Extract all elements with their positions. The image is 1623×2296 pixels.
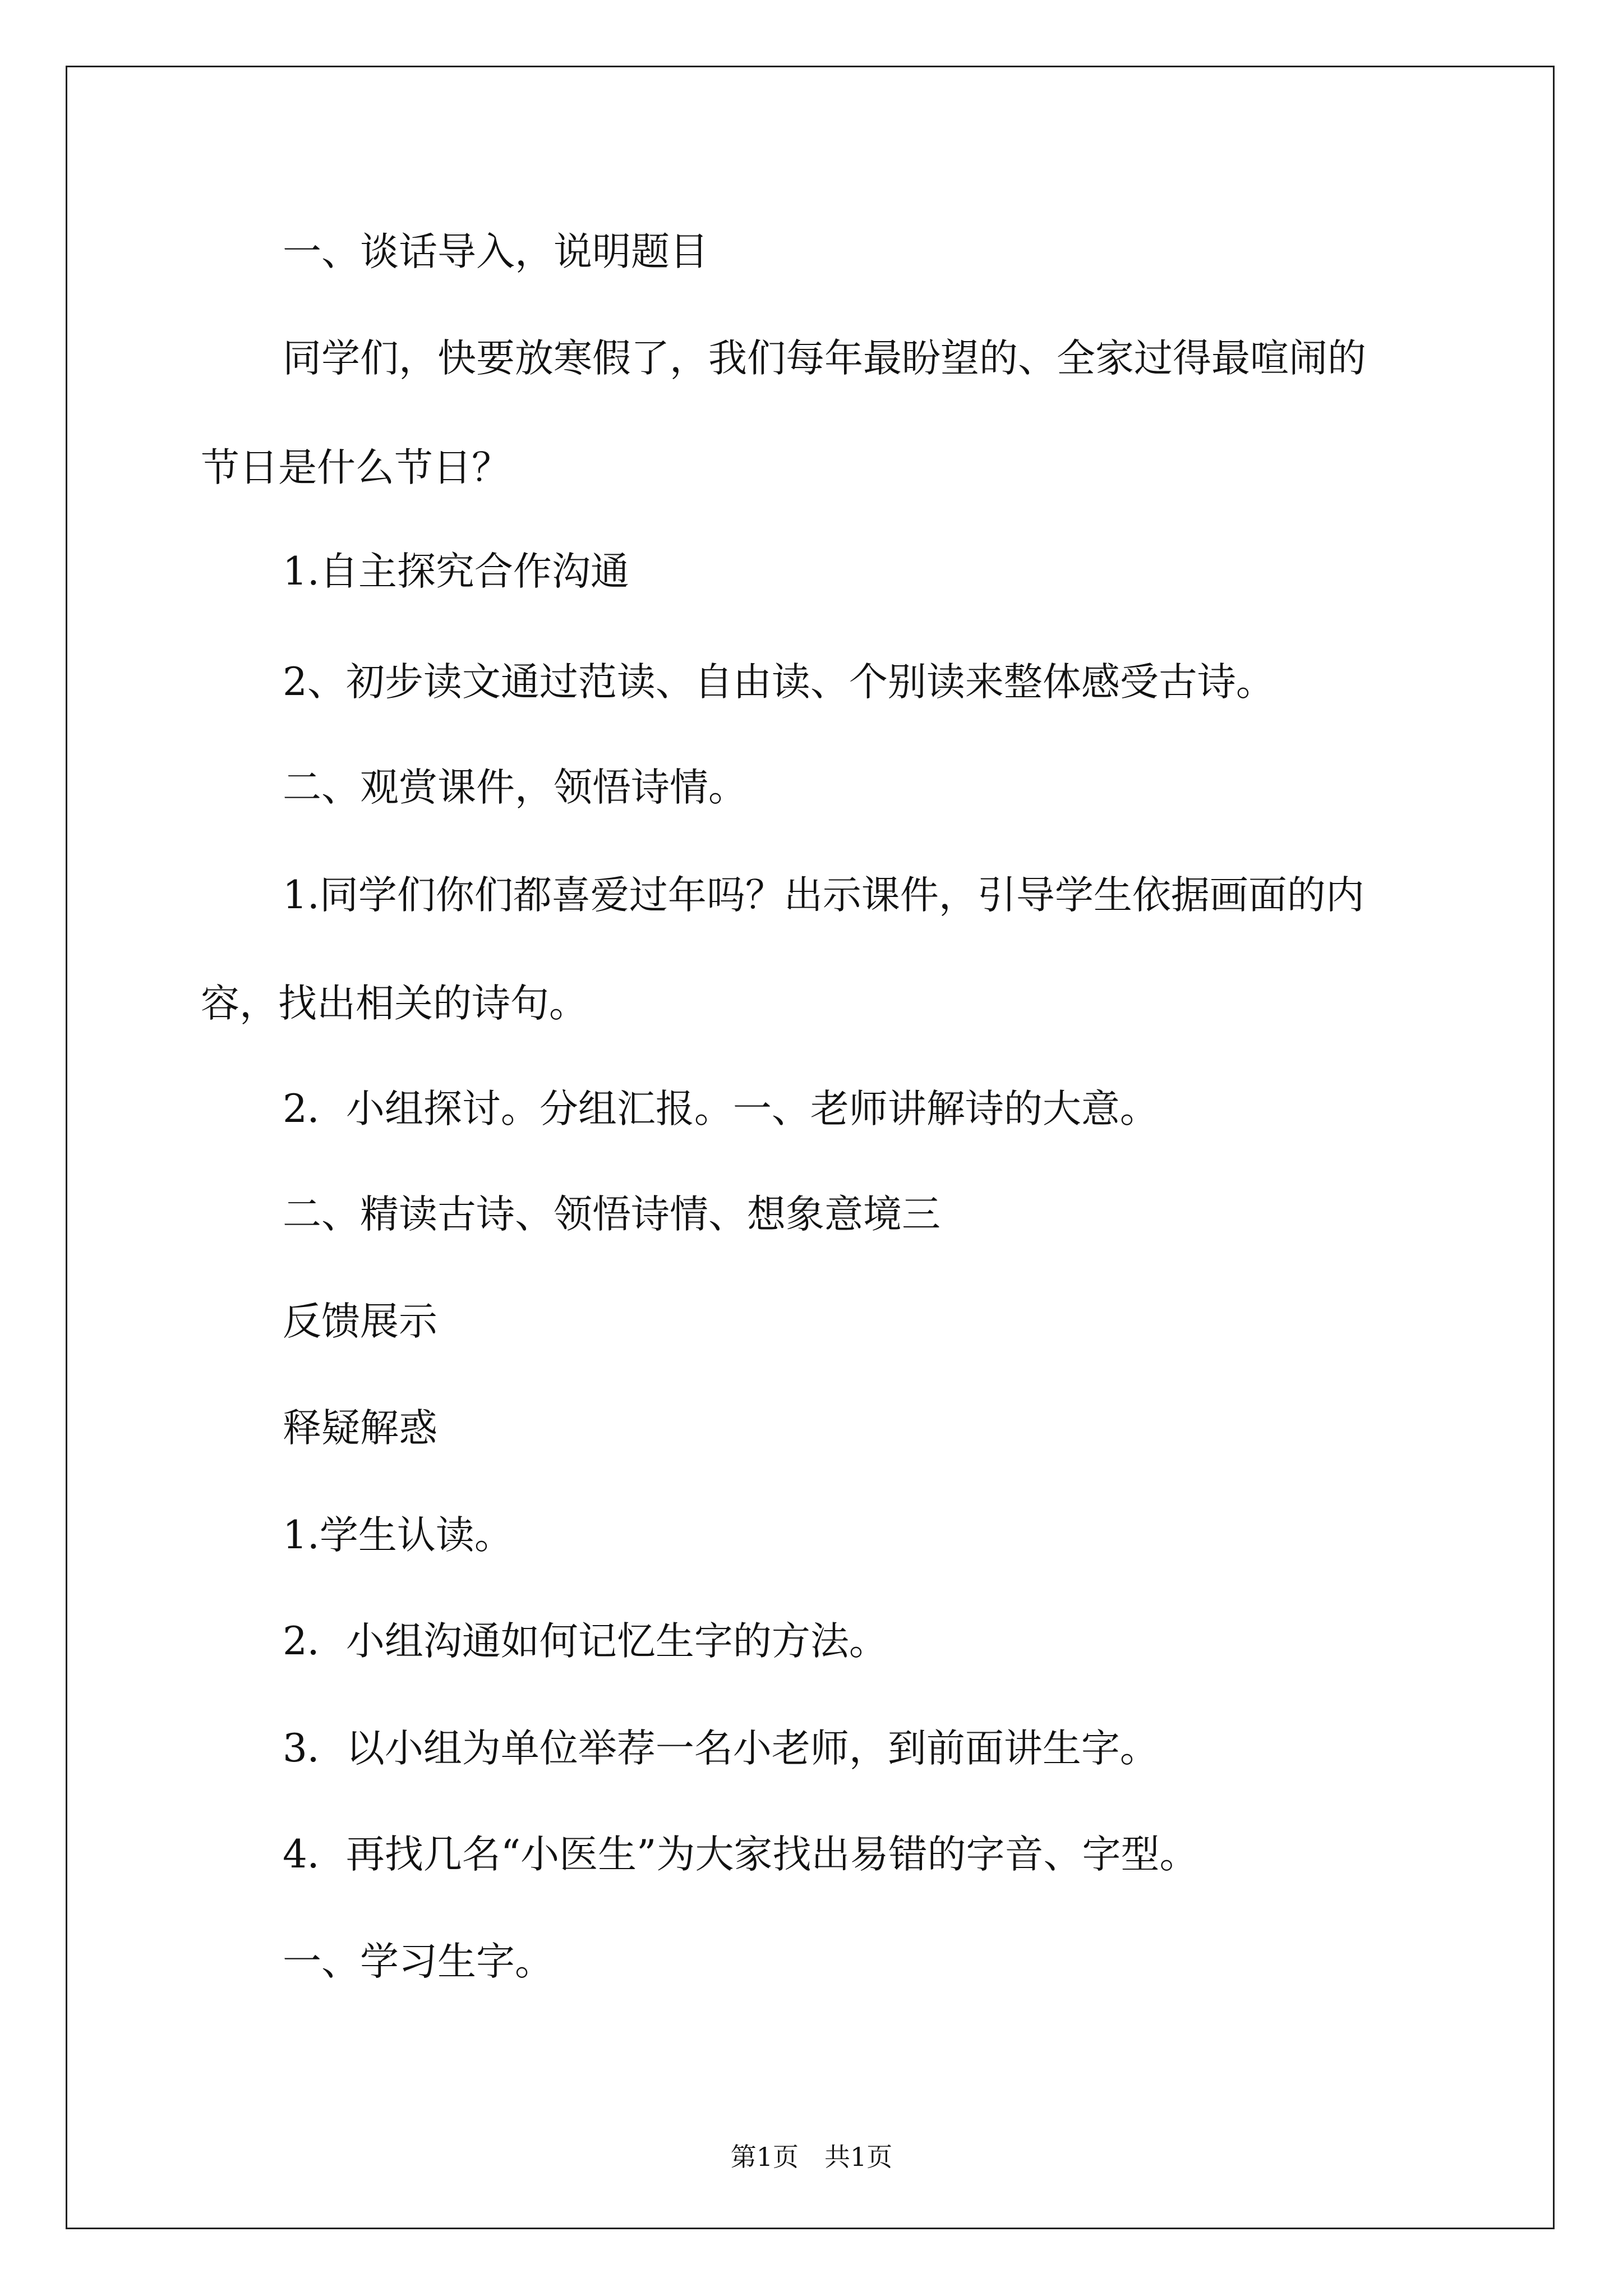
page-border: [66, 66, 1555, 2229]
page-footer: 第1页 共1页: [730, 2142, 893, 2172]
paragraph: 1.同学们你们都喜爱过年吗？出示课件，引导学生依据画面的内: [283, 873, 1364, 918]
paragraph: 二、精读古诗、领悟诗情、想象意境三: [283, 1192, 940, 1237]
paragraph: 同学们，快要放寒假了，我们每年最盼望的、全家过得最喧闹的: [283, 336, 1366, 381]
paragraph: 一、谈话导入，说明题目: [283, 229, 708, 274]
paragraph: 2．小组沟通如何记忆生字的方法。: [283, 1619, 888, 1664]
paragraph: 1.学生认读。: [283, 1513, 513, 1558]
paragraph: 2、初步读文通过范读、自由读、个别读来整体感受古诗。: [283, 660, 1275, 705]
paragraph: 二、观赏课件，领悟诗情。: [283, 765, 747, 810]
paragraph: 2．小组探讨。分组汇报。一、老师讲解诗的大意。: [283, 1087, 1159, 1131]
paragraph: 节日是什么节日？: [201, 445, 510, 490]
paragraph: 一、学习生字。: [283, 1939, 554, 1984]
paragraph: 反馈展示: [283, 1299, 437, 1344]
paragraph: 容，找出相关的诗句。: [201, 981, 588, 1026]
paragraph: 1.自主探究合作沟通: [283, 549, 629, 594]
paragraph: 释疑解惑: [283, 1406, 437, 1451]
paragraph: 4．再找几名“小医生”为大家找出易错的字音、字型。: [283, 1832, 1198, 1877]
paragraph: 3．以小组为单位举荐一名小老师，到前面讲生字。: [283, 1726, 1159, 1771]
